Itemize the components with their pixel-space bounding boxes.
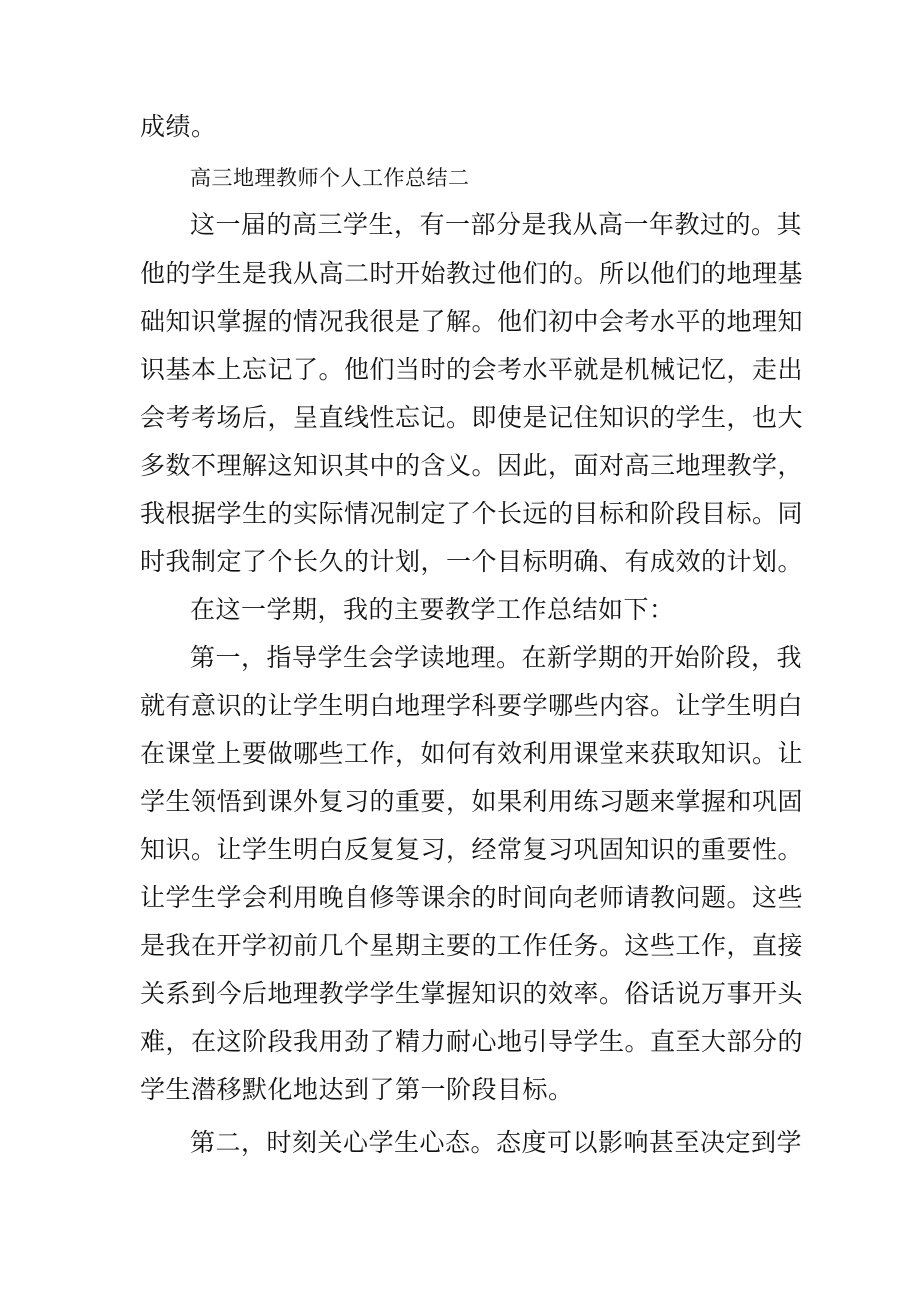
text-line: 第一，指导学生会学读地理。在新学期的开始阶段，我: [190, 643, 803, 672]
text-line: 他的学生是我从高二时开始教过他们的。所以他们的地理基: [140, 259, 804, 288]
text-line: 学生潜移默化地达到了第一阶段目标。: [140, 1075, 574, 1104]
text-line: 让学生学会利用晚自修等课余的时间向老师请教问题。这些: [140, 883, 804, 912]
text-line: 就有意识的让学生明白地理学科要学哪些内容。让学生明白: [140, 691, 804, 720]
text-line: 这一届的高三学生，有一部分是我从高一年教过的。其: [190, 210, 803, 239]
text-line: 多数不理解这知识其中的含义。因此，面对高三地理教学，: [140, 451, 804, 480]
text-line: 在课堂上要做哪些工作，如何有效利用课堂来获取知识。让: [140, 739, 804, 768]
text-line: 难，在这阶段我用劲了精力耐心地引导学生。直至大部分的: [140, 1027, 804, 1056]
text-line: 在这一学期，我的主要教学工作总结如下：: [190, 595, 675, 624]
section-heading: 高三地理教师个人工作总结二: [190, 166, 470, 190]
text-line: 关系到今后地理教学学生掌握知识的效率。俗话说万事开头: [140, 979, 804, 1008]
text-line: 是我在开学初前几个星期主要的工作任务。这些工作，直接: [140, 931, 804, 960]
text-line: 第二，时刻关心学生心态。态度可以影响甚至决定到学: [190, 1128, 803, 1157]
text-line: 时我制定了个长久的计划，一个目标明确、有成效的计划。: [140, 547, 804, 576]
text-line: 础知识掌握的情况我很是了解。他们初中会考水平的地理知: [140, 307, 804, 336]
text-line: 学生领悟到课外复习的重要，如果利用练习题来掌握和巩固: [140, 787, 804, 816]
text-line: 知识。让学生明白反复复习，经常复习巩固知识的重要性。: [140, 835, 804, 864]
text-line: 成绩。: [140, 112, 217, 141]
text-line: 我根据学生的实际情况制定了个长远的目标和阶段目标。同: [140, 499, 804, 528]
text-line: 识基本上忘记了。他们当时的会考水平就是机械记忆，走出: [140, 355, 804, 384]
text-line: 会考考场后，呈直线性忘记。即使是记住知识的学生，也大: [140, 403, 804, 432]
